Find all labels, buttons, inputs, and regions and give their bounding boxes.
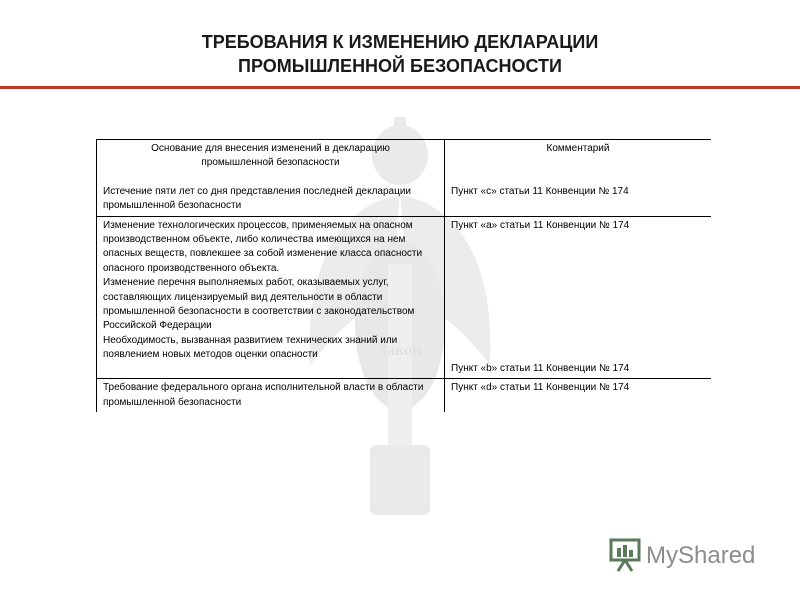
title-divider	[0, 86, 800, 89]
title-line-1: ТРЕБОВАНИЯ К ИЗМЕНЕНИЮ ДЕКЛАРАЦИИ	[201, 32, 599, 52]
basis-text: Изменение перечня выполняемых работ, оказываемых услуг, составляющих лицензируемый вид деятельности в области промышленной безопасности в соответствии с законодательством Российской Федерации	[103, 277, 415, 332]
table-row	[97, 379, 712, 412]
declaration-table	[96, 139, 711, 445]
slide-title	[0, 30, 800, 78]
basis-text: Требование федерального органа исполнительной власти в области промышленной безопасности	[103, 382, 424, 408]
comment-text: Пункт «c» статьи 11 Конвенции № 174	[451, 186, 629, 198]
header-basis: Основание для внесения изменений в декларацию промышленной безопасности	[151, 143, 390, 169]
table-row	[97, 216, 712, 379]
comment-text: Пункт «b» статьи 11 Конвенции № 174	[451, 363, 630, 375]
comment-text: Пункт «d» статьи 11 Конвенции № 174	[451, 382, 630, 394]
header-comment: Комментарий	[546, 143, 610, 154]
table-row	[97, 140, 712, 217]
comment-text: Пункт «a» статьи 11 Конвенции № 174	[451, 219, 630, 231]
table-cell-comment	[445, 140, 712, 217]
watermark-caption: Закон	[378, 342, 422, 359]
table-cell-basis	[97, 379, 445, 412]
myshared-logo	[608, 536, 768, 576]
presentation-board-icon	[608, 536, 642, 572]
table-cell-comment	[445, 379, 712, 412]
basis-text: Изменение технологических процессов, применяемых на опасном производственном объекте, либо количества имеющихся на нем опасных веществ, повлекшее за собой изменение класса опасности опасного производственного объекта.	[103, 219, 423, 274]
title-line-2: ПРОМЫШЛЕННОЙ БЕЗОПАСНОСТИ	[238, 56, 562, 76]
table-cell-basis	[97, 140, 445, 217]
logo-text: MyShared	[646, 542, 756, 569]
basis-text: Необходимость, вызванная развитием технических знаний или появлением новых методов оценки опасности	[103, 334, 398, 361]
basis-text: Истечение пяти лет со дня представления последней декларации промышленной безопасности	[103, 185, 412, 212]
table-cell-basis	[97, 216, 445, 379]
table-cell-comment	[445, 216, 712, 379]
